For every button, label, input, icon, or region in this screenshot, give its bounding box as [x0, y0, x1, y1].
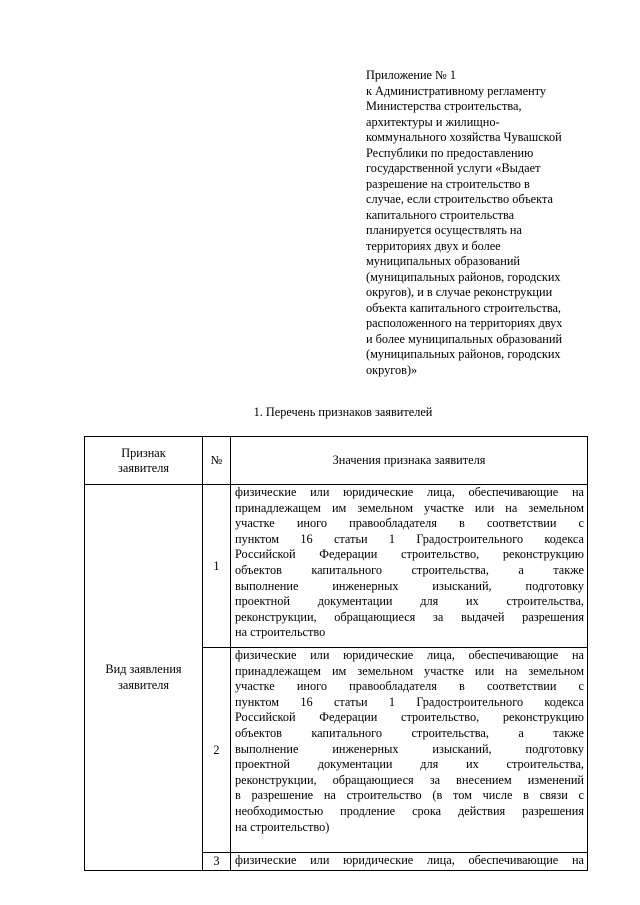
value-line: физические или юридические лица, обеспечивающие на: [235, 853, 584, 867]
value-line: участке иного правообладателя в соответствии с: [235, 516, 584, 531]
appendix-line: объекта капитального строительства,: [366, 300, 561, 315]
value-line: проектной документации для их строительства,: [235, 757, 584, 772]
value-line: на строительство: [235, 625, 326, 640]
row-value: [231, 485, 588, 648]
applicant-criteria-table: [84, 436, 588, 871]
value-line: объектов капитального строительства, а также: [235, 725, 584, 740]
row-number: 2: [203, 648, 231, 853]
table-row: [85, 485, 588, 648]
sign-line: заявителя: [118, 677, 169, 692]
row-value: [231, 648, 588, 853]
value-line: на строительство): [235, 819, 330, 834]
appendix-line: Министерства строительства,: [366, 99, 522, 113]
sign-cell: [85, 485, 203, 871]
value-line: объектов капитального строительства, а также: [235, 562, 584, 577]
value-line: проектной документации для их строительства,: [235, 594, 584, 609]
appendix-line: планируется осуществлять на: [366, 223, 522, 237]
header-sign-line: заявителя: [118, 460, 169, 475]
value-line: выполнение инженерных изысканий, подготовку: [235, 741, 584, 756]
appendix-line: (муниципальных районов, городских: [366, 347, 561, 361]
header-sign: [85, 437, 203, 485]
row-number: 3: [203, 853, 231, 871]
appendix-line: и более муниципальных образований: [366, 331, 563, 346]
appendix-line: капитального строительства: [366, 207, 515, 222]
value-line: физические или юридические лица, обеспечивающие на: [235, 485, 584, 499]
value-line: физические или юридические лица, обеспечивающие на: [235, 648, 584, 662]
appendix-line: архитектуры и жилищно-: [366, 114, 500, 129]
appendix-line: случае, если строительство объекта: [366, 192, 553, 206]
appendix-note: [366, 68, 600, 378]
value-line: Российской Федерации строительство, реконструкцию: [235, 710, 584, 725]
value-line: участке иного правообладателя в соответствии с: [235, 679, 584, 694]
sign-line: Вид заявления: [105, 662, 182, 677]
section-title: [0, 405, 640, 420]
value-line: Российской Федерации строительство, реконструкцию: [235, 547, 584, 562]
header-values: Значения признака заявителя: [231, 437, 588, 485]
appendix-line: округов)»: [366, 362, 418, 377]
value-line: в разрешение на строительство (в том числе в связи с: [235, 788, 584, 803]
appendix-line: к Административному регламенту: [366, 83, 547, 98]
appendix-line: территориях двух и более: [366, 238, 501, 253]
section-title-text: 1. Перечень признаков заявителей: [253, 405, 433, 419]
appendix-line: коммунального хозяйства Чувашской: [366, 130, 562, 144]
row-number: 1: [203, 485, 231, 648]
value-line: реконструкции, обращающиеся за внесением изменений: [235, 772, 584, 787]
header-sign-line: Признак: [121, 445, 166, 460]
appendix-line: Республики по предоставлению: [366, 145, 534, 160]
value-line: реконструкции, обращающиеся за выдачей разрешения: [235, 609, 584, 624]
value-line: принадлежащем им земельном участке или на земельном: [235, 663, 584, 678]
table-header-row: [85, 437, 588, 485]
appendix-line: государственной услуги «Выдает: [366, 161, 541, 175]
appendix-line: Приложение № 1: [366, 68, 457, 82]
value-line: пунктом 16 статьи 1 Градостроительного кодекса: [235, 531, 584, 546]
appendix-line: разрешение на строительство в: [366, 176, 530, 191]
value-line: пунктом 16 статьи 1 Градостроительного кодекса: [235, 694, 584, 709]
value-line: выполнение инженерных изысканий, подготовку: [235, 578, 584, 593]
appendix-line: (муниципальных районов, городских: [366, 269, 561, 284]
appendix-line: расположенного на территориях двух: [366, 316, 563, 330]
value-line: принадлежащем им земельном участке или на земельном: [235, 500, 584, 515]
appendix-line: округов), и в случае реконструкции: [366, 285, 553, 299]
appendix-line: муниципальных образований: [366, 254, 520, 268]
row-value: [231, 853, 588, 871]
value-line: необходимостью продление срока действия разрешения: [235, 803, 584, 818]
header-number: №: [203, 437, 231, 485]
